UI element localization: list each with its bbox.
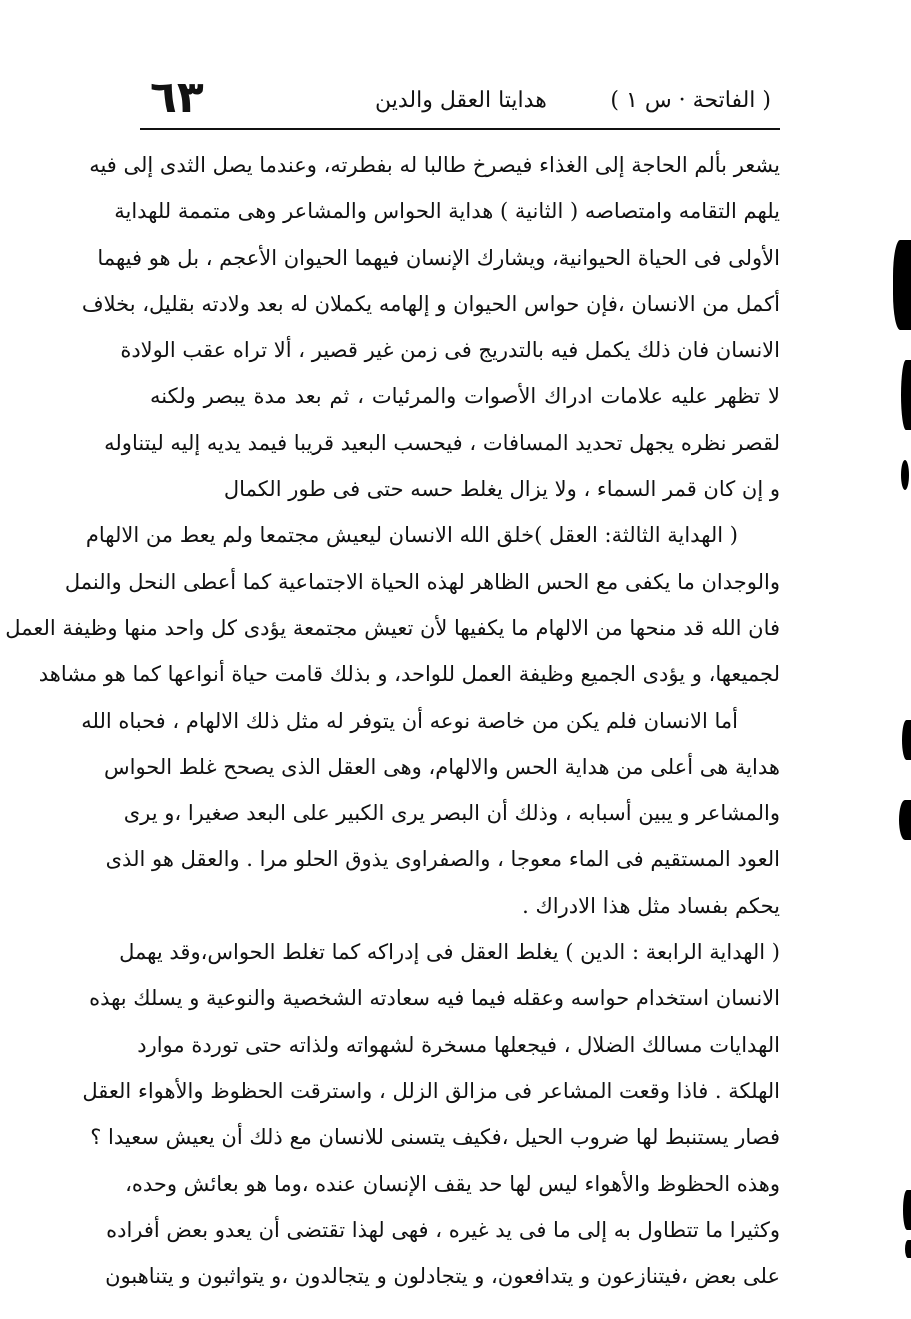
text-line: الهدايات مسالك الضلال ، فيجعلها مسخرة لشهواته ولذاته حتى توردة موارد — [137, 1032, 780, 1057]
text-line: فان الله قد منحها من الالهام ما يكفيها لأن تعيش مجتمعة يؤدى كل واحد منها وظيفة العمل — [5, 615, 780, 640]
text-line: العود المستقيم فى الماء معوجا ، والصفراوى يذوق الحلو مرا . والعقل هو الذى — [105, 847, 780, 872]
section-heading-line: ( الهداية الرابعة : الدين ) يغلط العقل فى إدراكه كما تغلط الحواس،وقد يهمل — [119, 940, 780, 965]
body-text — [5, 142, 780, 1299]
text-line: أكمل من الانسان ،فإن حواس الحيوان و إلهامه يكملان له بعد ولادته بقليل، بخلاف — [81, 291, 780, 316]
text-line: الانسان فان ذلك يكمل فيه بالتدريج فى زمن غير قصير ، ألا تراه عقب الولادة — [120, 338, 780, 363]
page-number: ٦٣ — [150, 72, 204, 123]
text-line: والمشاعر و يبين أسبابه ، وذلك أن البصر يرى الكبير على البعد صغيرا ،و يرى — [123, 801, 780, 826]
scan-artifact — [903, 1190, 911, 1230]
text-line: والوجدان ما يكفى مع الحس الظاهر لهذه الحياة الاجتماعية كما أعطى النحل والنمل — [64, 569, 780, 594]
text-line: وكثيرا ما تتطاول به إلى ما فى يد غيره ، فهى لهذا تقتضى أن يعدو بعض أفراده — [106, 1217, 780, 1242]
text-line: الانسان استخدام حواسه وعقله فيما فيه سعادته الشخصية والنوعية و يسلك بهذه — [89, 986, 780, 1011]
scan-artifact — [901, 460, 909, 490]
section-heading-line: ( الهداية الثالثة: العقل )خلق الله الانسان ليعيش مجتمعا ولم يعط من الالهام — [85, 523, 738, 548]
text-line: و إن كان قمر السماء ، ولا يزال يغلط حسه حتى فى طور الكمال — [223, 477, 780, 502]
section-reference: ( الفاتحة · س ١ ) — [610, 88, 771, 113]
text-line: أما الانسان فلم يكن من خاصة نوعه أن يتوفر له مثل ذلك الالهام ، فحباه الله — [81, 708, 738, 733]
text-line: يشعر بألم الحاجة إلى الغذاء فيصرخ طالبا له بفطرته، وعندما يصل الثدى إلى فيه — [89, 153, 780, 177]
scan-edge-shadow — [889, 60, 911, 1319]
scan-artifact — [893, 240, 911, 330]
text-line: هداية هى أعلى من هداية الحس والالهام، وهى العقل الذى يصحح غلط الحواس — [103, 754, 780, 779]
text-line: الهلكة . فاذا وقعت المشاعر فى مزالق الزلل ، واسترقت الحظوظ والأهواء العقل — [82, 1078, 780, 1103]
text-line: يلهم التقامه وامتصاصه ( الثانية ) هداية الحواس والمشاعر وهى متممة للهداية — [114, 199, 780, 224]
text-line: على بعض ،فيتنازعون و يتدافعون، و يتجادلون و يتجالدون ،و يتواثبون و يتناهبون — [105, 1264, 780, 1289]
text-line: يحكم بفساد مثل هذا الادراك . — [522, 893, 780, 918]
header-divider — [140, 128, 780, 130]
scan-artifact — [902, 720, 911, 760]
text-line: لقصر نظره يجهل تحديد المسافات ، فيحسب البعيد قريبا فيمد يديه إليه ليتناوله — [104, 430, 780, 455]
scan-artifact — [905, 1240, 911, 1258]
text-line: لا تظهر عليه علامات ادراك الأصوات والمرئيات ، ثم بعد مدة يبصر ولكنه — [150, 384, 780, 409]
scan-artifact — [899, 800, 911, 840]
running-title: هدايتا العقل والدين — [375, 88, 547, 113]
scan-artifact — [901, 360, 911, 430]
text-line: وهذه الحظوظ والأهواء ليس لها حد يقف الإنسان عنده ،وما هو بعائش وحده، — [125, 1171, 780, 1196]
text-line: فصار يستنبط لها ضروب الحيل ،فكيف يتسنى للانسان مع ذلك أن يعيش سعيدا ؟ — [90, 1125, 780, 1150]
text-line: لجميعها، و يؤدى الجميع وظيفة العمل للواحد، و بذلك قامت حياة أنواعها كما هو مشاهد — [38, 662, 780, 687]
text-line: الأولى فى الحياة الحيوانية، ويشارك الإنسان فيهما الحيوان الأعجم ، بل هو فيهما — [97, 245, 780, 270]
